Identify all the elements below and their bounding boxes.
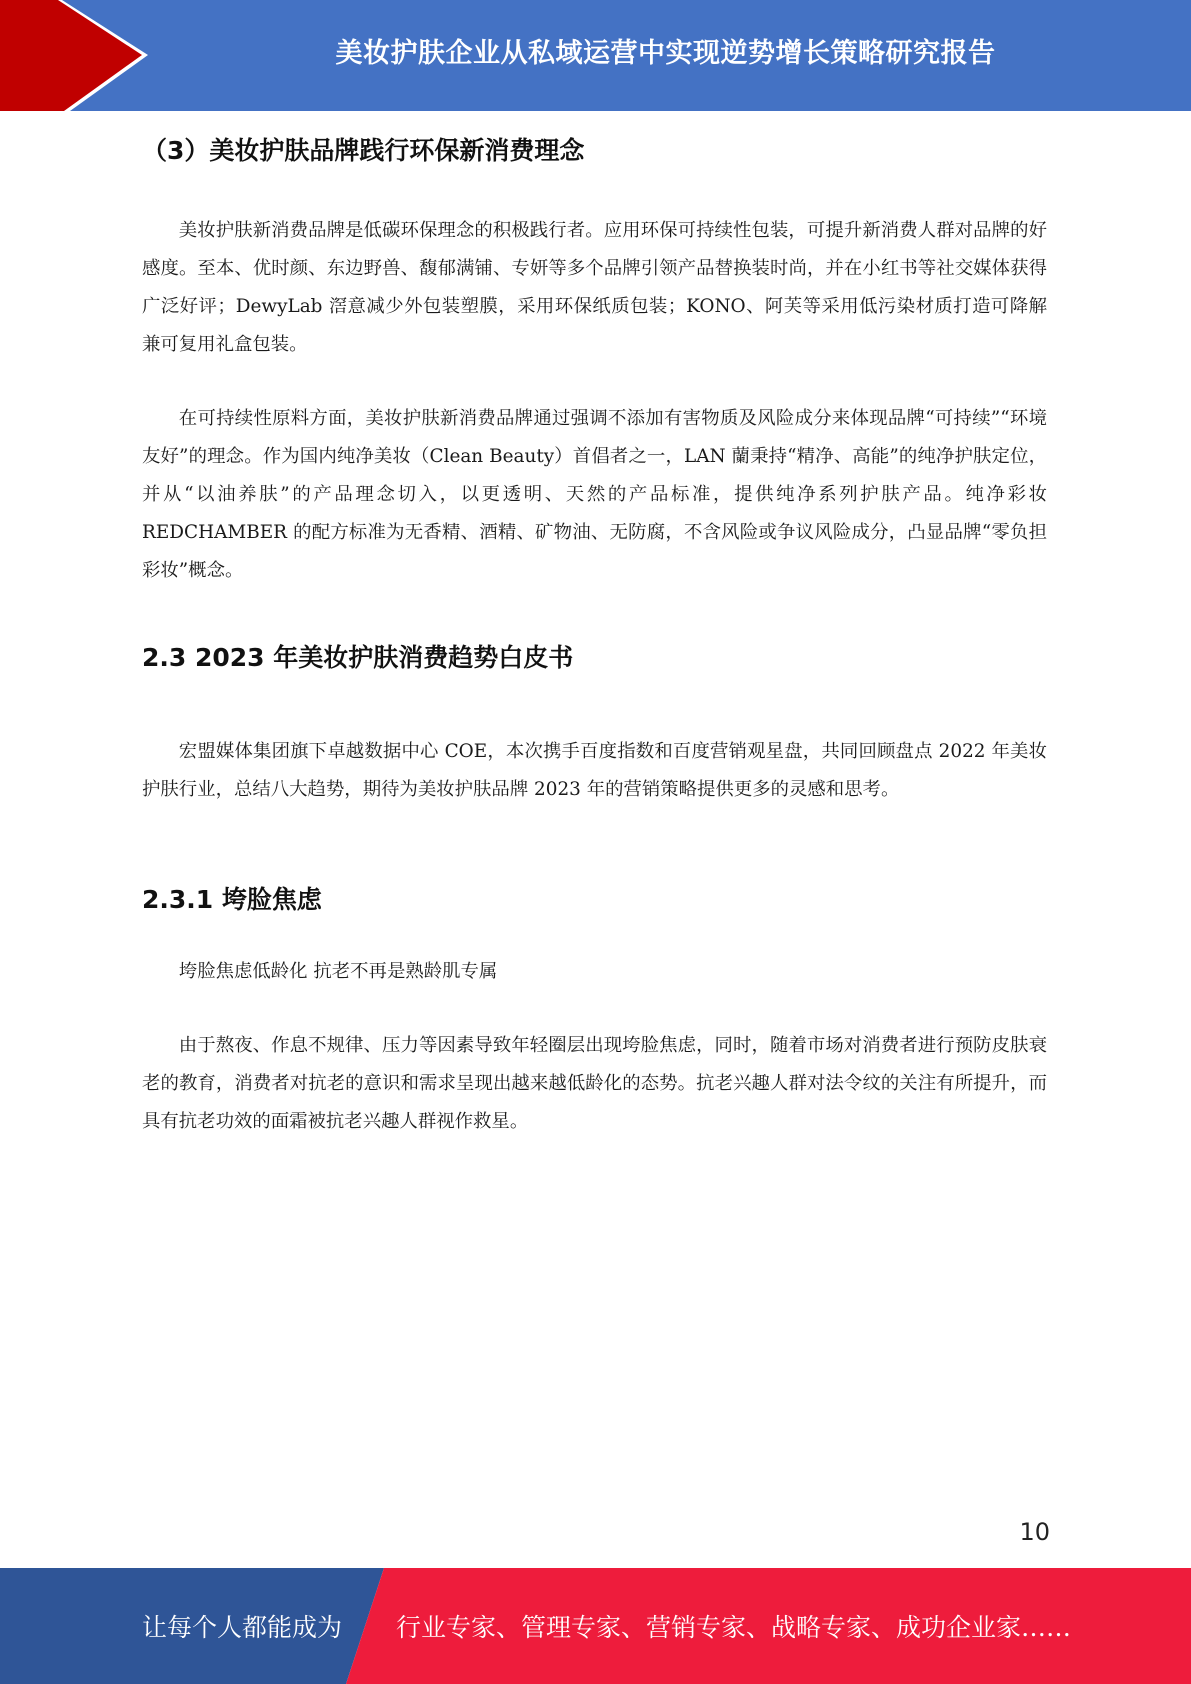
section-heading-2-3-1: 2.3.1 垮脸焦虑 [142,885,322,914]
paragraph-anti-aging-subtitle: 垮脸焦虑低龄化 抗老不再是熟龄肌专属 [178,961,498,982]
page-header [0,0,1191,111]
page-number: 10 [1019,1518,1050,1546]
header-title: 美妆护肤企业从私域运营中实现逆势增长策略研究报告 [335,37,996,69]
section-heading-eco-consumption: （3）美妆护肤品牌践行环保新消费理念 [142,136,585,165]
footer-slogan-right: 行业专家、管理专家、营销专家、战略专家、成功企业家…… [396,1613,1072,1642]
section-heading-2-3: 2.3 2023 年美妆护肤消费趋势白皮书 [142,643,574,672]
paragraph-anti-aging-detail: 由于熬夜、作息不规律、压力等因素导致年轻圈层出现垮脸焦虑，同时，随着市场对消费者进行预防皮肤衰老的教育，消费者对抗老的意识和需求呈现出越来越低龄化的态势。抗老兴趣人群对法令纹的关注有所提升，而具有抗老功效的面霜被抗老兴趣人群视作救星。 [142,1035,1047,1132]
paragraph-sustainable-ingredients: 在可持续性原料方面，美妆护肤新消费品牌通过强调不添加有害物质及风险成分来体现品牌“可持续”“环境友好”的理念。作为国内纯净美妆（Clean Beauty）首倡者之一，LAN 蘭秉持“精净、高能”的纯净护肤定位，并从“以油养肤”的产品理念切入，以更透明、天然的产品标准，提供纯净系列护肤产品。纯净彩妆 REDCHAMBER 的配方标准为无香精、酒精、矿物油、无防腐，不含风险或争议风险成分，凸显品牌“零负担彩妆”概念。 [142,408,1047,581]
page-footer [0,1568,1191,1684]
paragraph-coe-intro: 宏盟媒体集团旗下卓越数据中心 COE，本次携手百度指数和百度营销观星盘，共同回顾盘点 2022 年美妆护肤行业，总结八大趋势，期待为美妆护肤品牌 2023 年的营销策略提供更多的灵感和思考。 [142,741,1047,800]
footer-slogan-left: 让每个人都能成为 [142,1613,343,1642]
paragraph-eco-packaging: 美妆护肤新消费品牌是低碳环保理念的积极践行者。应用环保可持续性包装，可提升新消费人群对品牌的好感度。至本、优时颜、东边野兽、馥郁满铺、专妍等多个品牌引领产品替换装时尚，并在小红书等社交媒体获得广泛好评；DewyLab 滘意减少外包装塑膜，采用环保纸质包装；KONO、阿芙等采用低污染材质打造可降解兼可复用礼盒包装。 [142,220,1047,355]
